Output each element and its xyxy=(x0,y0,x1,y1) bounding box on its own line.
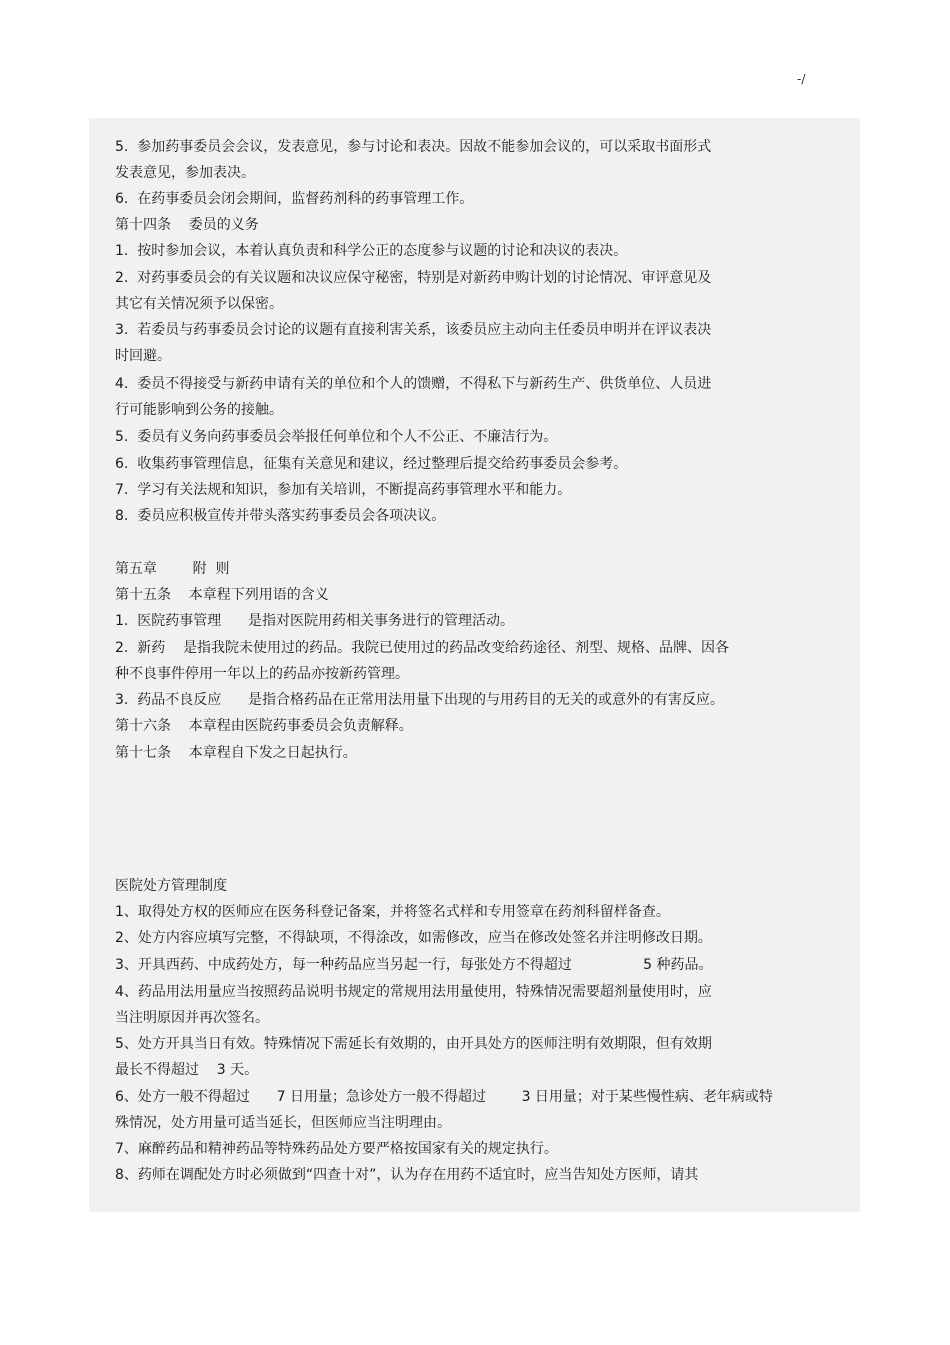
section-heading: 第十七条 本章程自下发之日起执行。 xyxy=(115,745,357,761)
text-line: 8. 委员应积极宣传并带头落实药事委员会各项决议。 xyxy=(115,508,446,524)
text-line: 2、处方内容应填写完整，不得缺项，不得涂改，如需修改，应当在修改处签名并注明修改日期。 xyxy=(115,930,712,946)
text-line: 3、开具西药、中成药处方，每一种药品应当另起一行，每张处方不得超过 5 种药品。 xyxy=(115,957,713,973)
text-line: 8、药师在调配处方时必须做到“四查十对”，认为存在用药不适宜时，应当告知处方医师，请其 xyxy=(115,1167,699,1183)
text-line: 5. 委员有义务向药事委员会举报任何单位和个人不公正、不廉洁行为。 xyxy=(115,429,558,445)
text-line: 1、取得处方权的医师应在医务科登记备案，并将签名式样和专用签章在药剂科留样备查。 xyxy=(115,904,670,920)
text-line: 2. 新药 是指我院未使用过的药品。我院已使用过的药品改变给药途径、剂型、规格、品牌、因各 xyxy=(115,640,730,656)
section-heading: 第十五条 本章程下列用语的含义 xyxy=(115,587,329,603)
section-heading: 第十四条 委员的义务 xyxy=(115,217,259,233)
text-line: 6、处方一般不得超过 7 日用量；急诊处方一般不得超过 3 日用量；对于某些慢性病、老年病或特 xyxy=(115,1089,773,1105)
text-line: 3. 若委员与药事委员会讨论的议题有直接利害关系，该委员应主动向主任委员申明并在评议表决 xyxy=(115,322,712,338)
text-line: 时回避。 xyxy=(115,348,171,364)
text-line: 6. 收集药事管理信息，征集有关意见和建议，经过整理后提交给药事委员会参考。 xyxy=(115,456,628,472)
text-line: 4. 委员不得接受与新药申请有关的单位和个人的馈赠，不得私下与新药生产、供货单位、人员进 xyxy=(115,376,712,392)
text-line: 7. 学习有关法规和知识，参加有关培训，不断提高药事管理水平和能力。 xyxy=(115,482,572,498)
text-line: 5、处方开具当日有效。特殊情况下需延长有效期的，由开具处方的医师注明有效期限，但有效期 xyxy=(115,1036,712,1052)
text-line: 6. 在药事委员会闭会期间，监督药剂科的药事管理工作。 xyxy=(115,191,474,207)
text-line: 殊情况，处方用量可适当延长，但医师应当注明理由。 xyxy=(115,1115,451,1131)
text-line: 7、麻醉药品和精神药品等特殊药品处方要严格按国家有关的规定执行。 xyxy=(115,1141,558,1157)
text-line: 发表意见，参加表决。 xyxy=(115,165,255,181)
document-title: 医院处方管理制度 xyxy=(115,878,227,894)
section-heading: 第十六条 本章程由医院药事委员会负责解释。 xyxy=(115,718,413,734)
text-line: 3. 药品不良反应 是指合格药品在正常用法用量下出现的与用药目的无关的或意外的有害反应。 xyxy=(115,692,724,708)
text-line: 1. 按时参加会议，本着认真负责和科学公正的态度参与议题的讨论和决议的表决。 xyxy=(115,243,628,259)
text-line: 其它有关情况须予以保密。 xyxy=(115,296,283,312)
page-mark: -/ xyxy=(797,72,806,86)
text-line: 最长不得超过 3 天。 xyxy=(115,1062,259,1078)
text-line: 行可能影响到公务的接触。 xyxy=(115,402,283,418)
text-line: 2. 对药事委员会的有关议题和决议应保守秘密，特别是对新药申购计划的讨论情况、审评意见及 xyxy=(115,270,712,286)
text-line: 种不良事件停用一年以上的药品亦按新药管理。 xyxy=(115,666,409,682)
text-line: 5. 参加药事委员会会议，发表意见，参与讨论和表决。因故不能参加会议的，可以采取书面形式 xyxy=(115,139,712,155)
text-line: 当注明原因并再次签名。 xyxy=(115,1010,269,1026)
text-line: 4、药品用法用量应当按照药品说明书规定的常规用法用量使用，特殊情况需要超剂量使用时，应 xyxy=(115,984,712,1000)
text-line: 1. 医院药事管理 是指对医院用药相关事务进行的管理活动。 xyxy=(115,613,514,629)
chapter-heading: 第五章 附 则 xyxy=(115,561,230,577)
